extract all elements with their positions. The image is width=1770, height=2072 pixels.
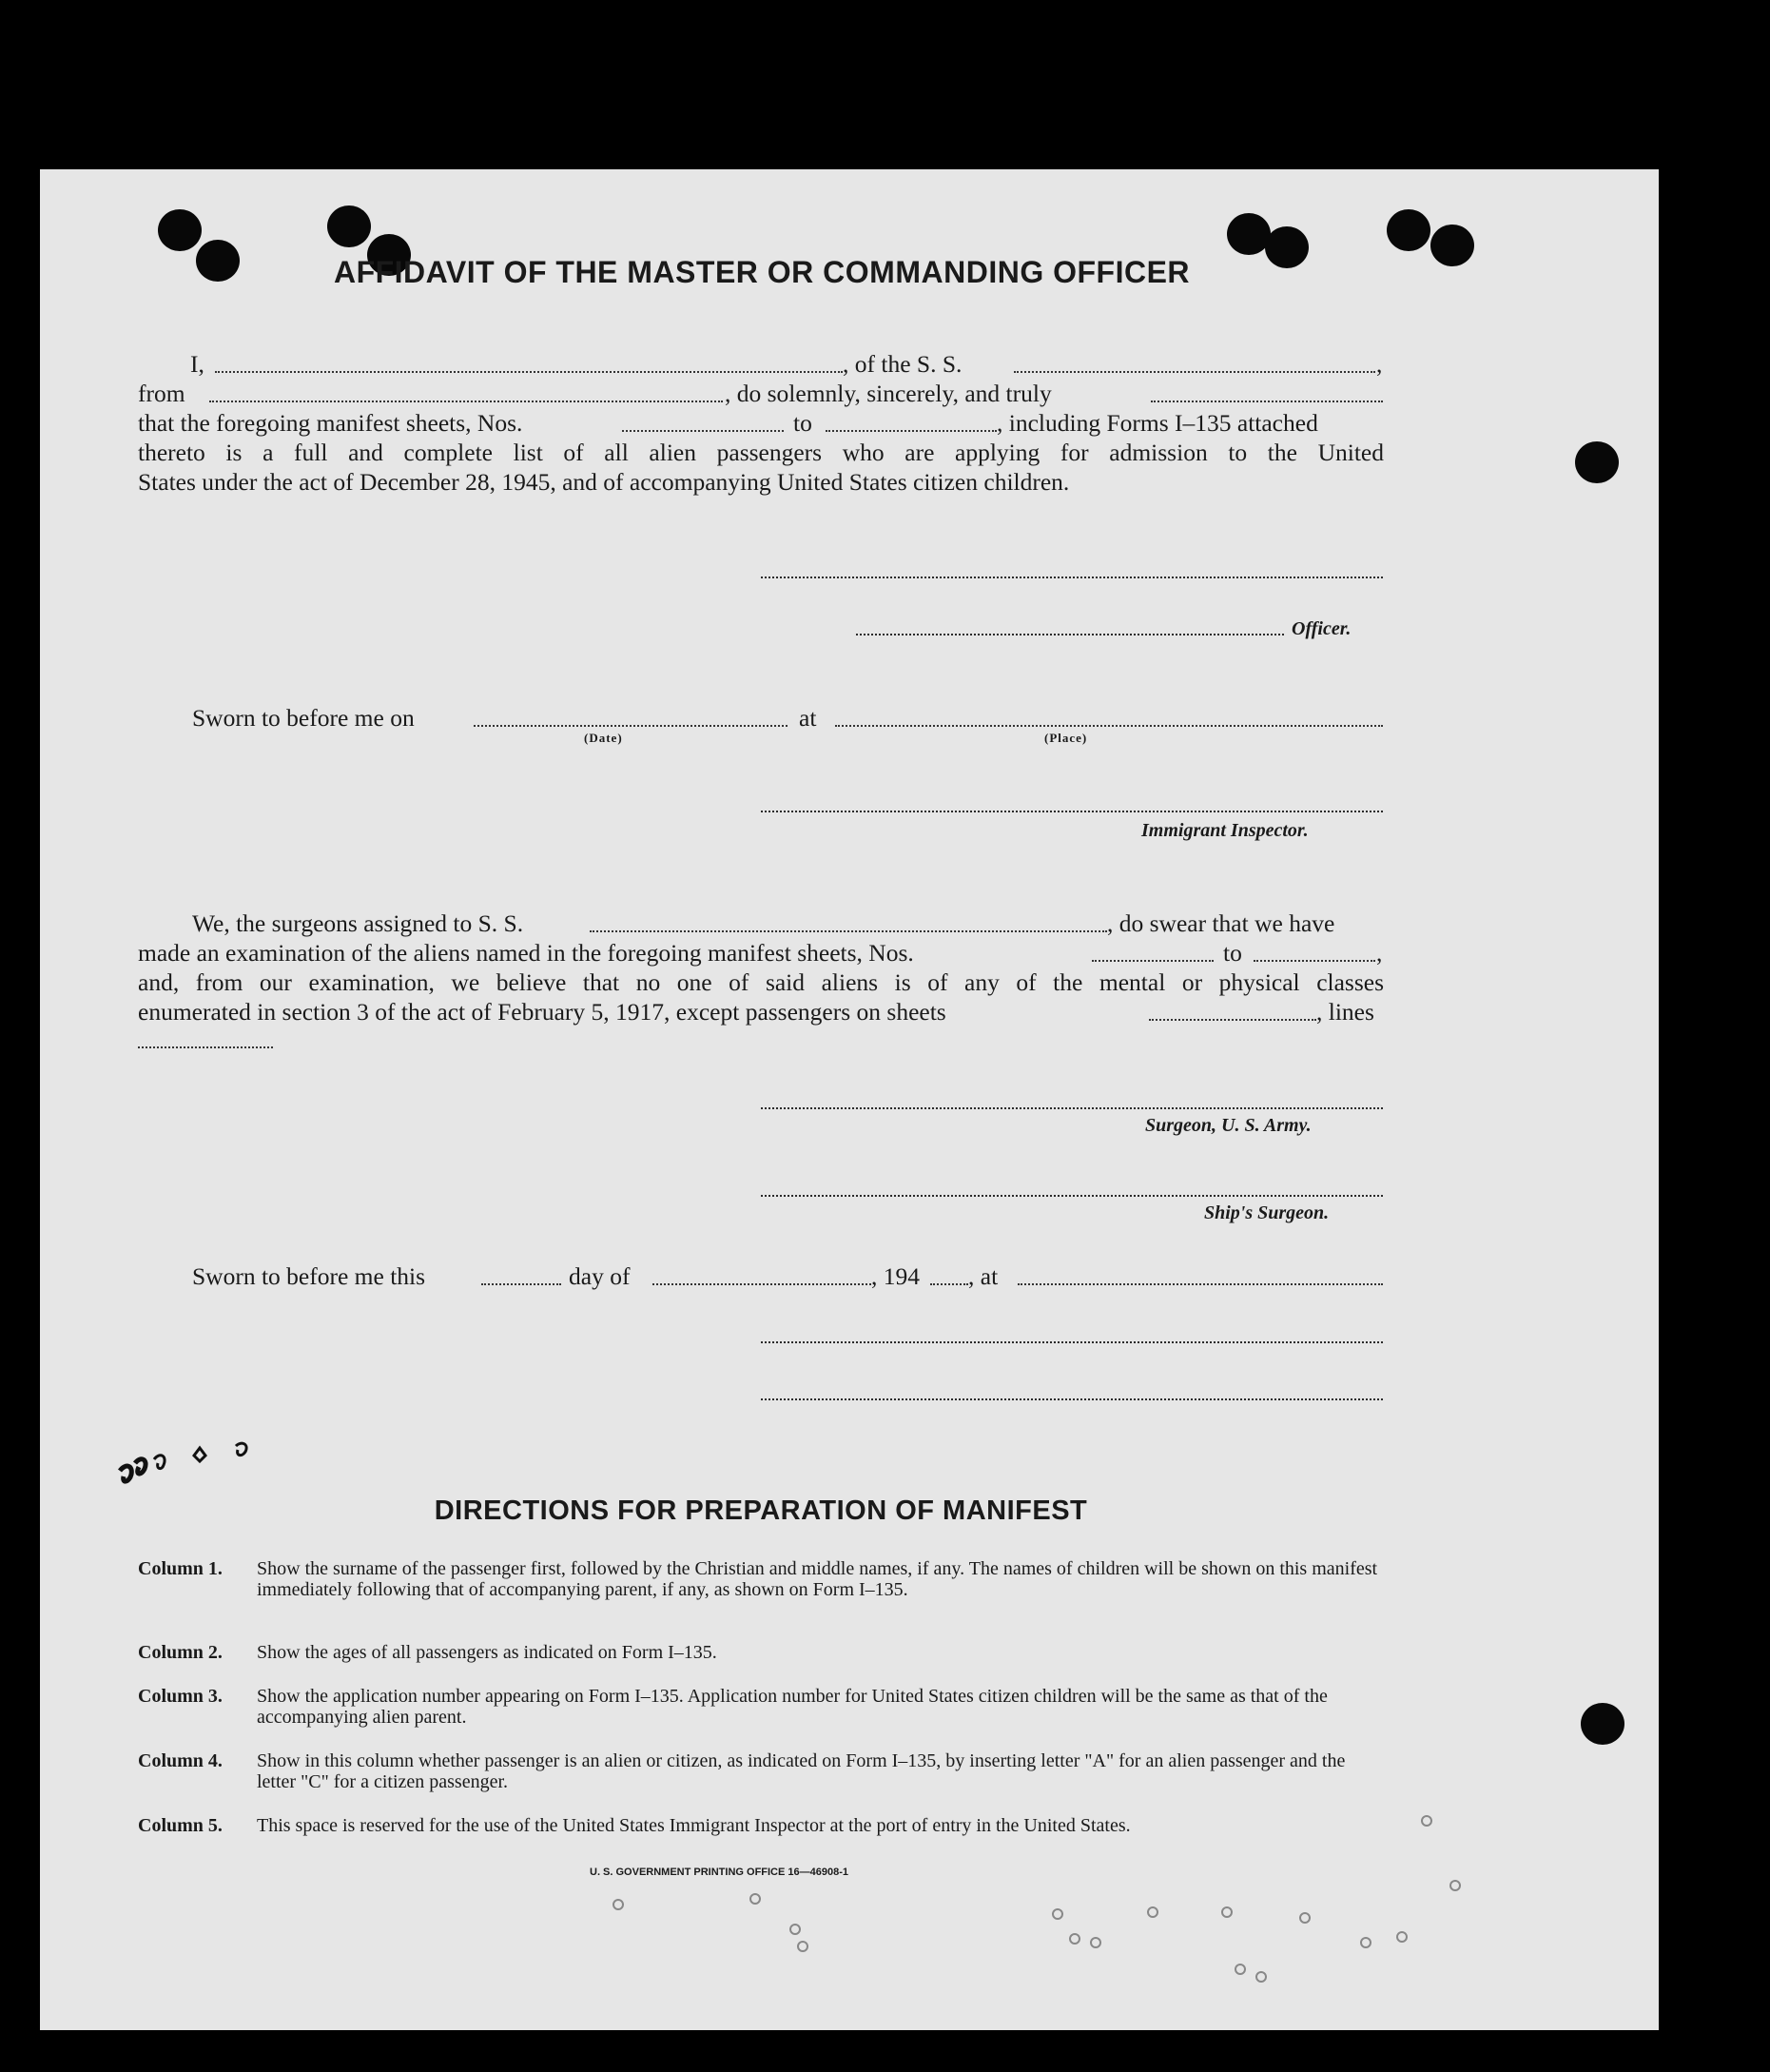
column-5-label: Column 5.	[138, 1815, 223, 1836]
officer-signature-line-2[interactable]	[856, 634, 1284, 635]
punch-hole	[1575, 441, 1619, 483]
column-3-text: Show the application number appearing on Form I–135. Application number for United States citizen children will be the same as that of the accompanying alien parent.	[257, 1686, 1328, 1728]
scan-speck	[1147, 1906, 1158, 1918]
scan-speck	[1299, 1912, 1311, 1924]
officer-caption: Officer.	[1292, 618, 1352, 639]
scan-speck	[1421, 1815, 1432, 1827]
affidavit-line2-a: from	[138, 380, 185, 407]
punch-hole	[196, 240, 240, 282]
surgeons-line2-a: made an examination of the aliens named in the foregoing manifest sheets, Nos.	[138, 939, 914, 967]
army-surgeon-caption: Surgeon, U. S. Army.	[1145, 1115, 1312, 1136]
printing-office-footer: U. S. GOVERNMENT PRINTING OFFICE 16—46908-1	[590, 1867, 849, 1878]
column-1-text: Show the surname of the passenger first, followed by the Christian and middle names, if any. The names of children will be shown on this manifest immediately following that of accompanying parent, if any, as shown on Form I–135.	[257, 1558, 1378, 1600]
column-1-label: Column 1.	[138, 1558, 223, 1579]
column-4-label: Column 4.	[138, 1750, 223, 1771]
scan-speck	[1360, 1937, 1371, 1948]
punch-hole	[1387, 209, 1430, 251]
punch-hole	[1430, 225, 1474, 266]
scan-speck	[613, 1899, 624, 1910]
affidavit-line1-b: , of the S. S.	[843, 350, 963, 378]
surgeon-ship-field[interactable]	[590, 930, 1107, 932]
surgeons-line2-b: to	[1223, 939, 1242, 967]
scan-speck	[1449, 1880, 1461, 1891]
punch-hole	[1581, 1703, 1624, 1745]
affidavit-line5: States under the act of December 28, 1945, and of accompanying United States citizen children.	[138, 468, 1070, 496]
affidavit-line1-c: ,	[1376, 350, 1383, 378]
surgeons-line3: and, from our examination, we believe that no one of said aliens is of any of the mental or physical classes	[138, 968, 1384, 996]
column-2-label: Column 2.	[138, 1642, 223, 1663]
sworn-place-field-2[interactable]	[1018, 1283, 1383, 1285]
surgeons-line1-b: , do swear that we have	[1107, 909, 1335, 937]
oath-field[interactable]	[1151, 401, 1383, 402]
surgeon-sheets-from-field[interactable]	[1092, 960, 1214, 962]
surgeons-line2-c: ,	[1376, 939, 1383, 967]
at-label: , at	[968, 1262, 999, 1290]
surgeons-line4-b: , lines	[1316, 998, 1374, 1026]
surgeons-line1-a: We, the surgeons assigned to S. S.	[192, 909, 524, 937]
sworn-place-field[interactable]	[835, 725, 1383, 727]
ship-name-field[interactable]	[1014, 371, 1375, 373]
scan-speck	[1255, 1971, 1267, 1983]
affidavit-line2-b: , do solemnly, sincerely, and truly	[725, 380, 1052, 407]
scan-speck	[797, 1941, 808, 1952]
affidavit-line1-a: I,	[190, 350, 204, 378]
officer-signature-line-1[interactable]	[761, 577, 1383, 578]
sworn-month-field[interactable]	[652, 1283, 871, 1285]
punch-hole	[327, 205, 371, 247]
inspector-caption: Immigrant Inspector.	[1141, 820, 1309, 841]
surgeons-line4-a: enumerated in section 3 of the act of February 5, 1917, except passengers on sheets	[138, 998, 946, 1026]
sheets-to-field[interactable]	[826, 430, 997, 432]
from-port-field[interactable]	[209, 401, 723, 402]
except-lines-field[interactable]	[138, 1046, 273, 1048]
place-caption: (Place)	[1044, 731, 1088, 745]
scan-speck	[1235, 1964, 1246, 1975]
except-sheets-field[interactable]	[1149, 1019, 1316, 1021]
sworn-date-field[interactable]	[474, 725, 788, 727]
date-caption: (Date)	[584, 731, 623, 745]
affidavit-line3-b: to	[793, 409, 812, 437]
ship-surgeon-caption: Ship's Surgeon.	[1204, 1202, 1330, 1223]
sworn-year-field[interactable]	[930, 1283, 968, 1285]
scan-speck	[1396, 1931, 1408, 1943]
punch-hole	[1265, 226, 1309, 268]
sworn-at-label: at	[799, 704, 817, 732]
sworn-on-label: Sworn to before me on	[192, 704, 415, 732]
scan-speck	[1069, 1933, 1080, 1945]
army-surgeon-signature-line[interactable]	[761, 1107, 1383, 1109]
scan-speck	[1052, 1908, 1063, 1920]
inspector-signature-line-3[interactable]	[761, 1398, 1383, 1400]
column-3-label: Column 3.	[138, 1686, 223, 1707]
year-label: , 194	[871, 1262, 920, 1290]
directions-title: DIRECTIONS FOR PREPARATION OF MANIFEST	[434, 1495, 1088, 1526]
name-field[interactable]	[215, 371, 843, 373]
column-4-text: Show in this column whether passenger is an alien or citizen, as indicated on Form I–135, by inserting letter "A" for an alien passenger and the letter "C" for a citizen passenger.	[257, 1750, 1346, 1792]
ship-surgeon-signature-line[interactable]	[761, 1195, 1383, 1197]
column-2-text: Show the ages of all passengers as indicated on Form I–135.	[257, 1642, 717, 1663]
scan-speck	[789, 1924, 801, 1935]
inspector-signature-line-2[interactable]	[761, 1341, 1383, 1343]
sworn-day-field[interactable]	[481, 1283, 561, 1285]
sworn-this-label: Sworn to before me this	[192, 1262, 426, 1290]
scan-speck	[1221, 1906, 1233, 1918]
column-5-text: This space is reserved for the use of the United States Immigrant Inspector at the port of entry in the United States.	[257, 1815, 1131, 1836]
handwritten-notation	[112, 1427, 264, 1494]
affidavit-line3-a: that the foregoing manifest sheets, Nos.	[138, 409, 523, 437]
scan-speck	[1090, 1937, 1101, 1948]
inspector-signature-line[interactable]	[761, 811, 1383, 812]
affidavit-line3-c: , including Forms I–135 attached	[997, 409, 1318, 437]
surgeon-sheets-to-field[interactable]	[1254, 960, 1375, 962]
sheets-from-field[interactable]	[622, 430, 784, 432]
affidavit-line4: thereto is a full and complete list of all alien passengers who are applying for admission to the United	[138, 439, 1384, 466]
affidavit-title: AFFIDAVIT OF THE MASTER OR COMMANDING OFFICER	[333, 255, 1191, 289]
day-of-label: day of	[569, 1262, 631, 1290]
scan-speck	[749, 1893, 761, 1905]
punch-hole	[158, 209, 202, 251]
